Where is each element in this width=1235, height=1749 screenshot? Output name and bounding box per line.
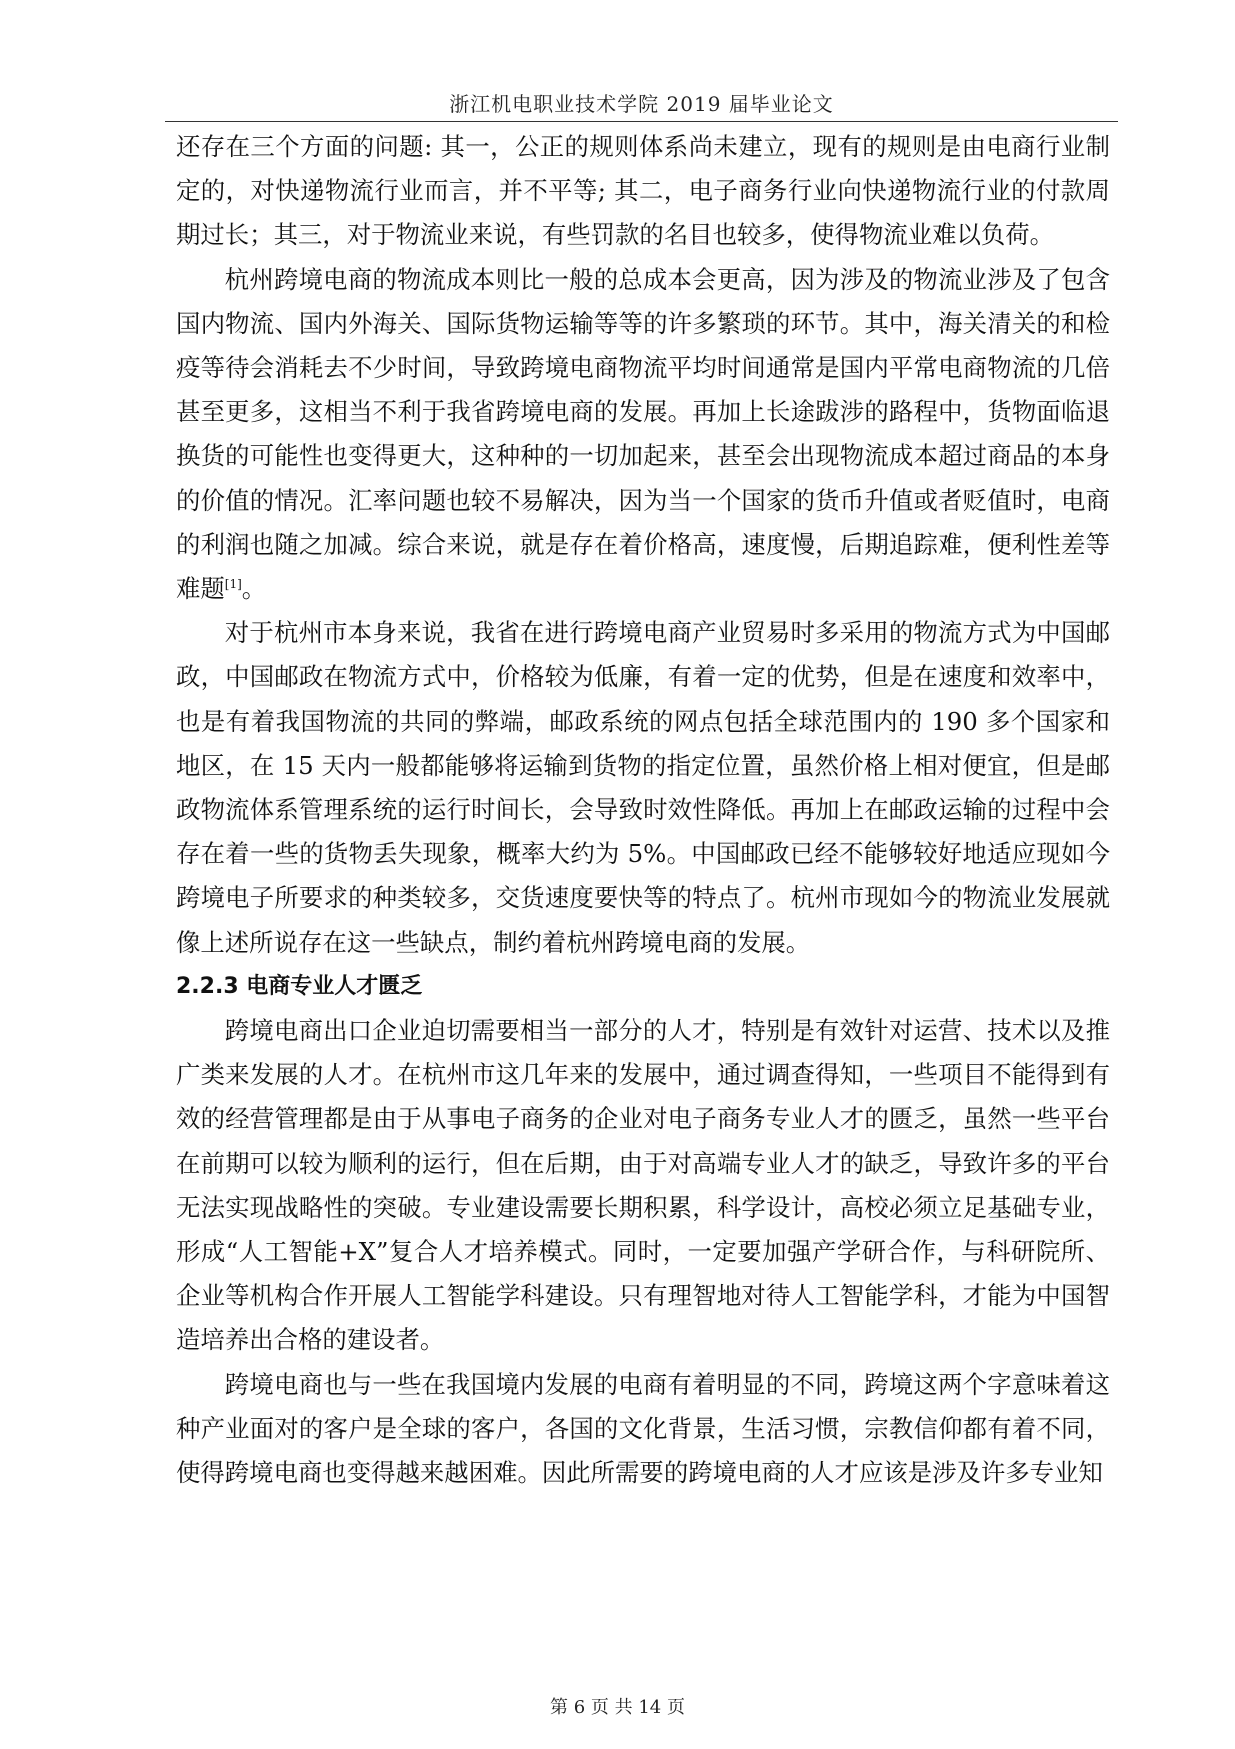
paragraph-china-post: 对于杭州市本身来说，我省在进行跨境电商产业贸易时多采用的物流方式为中国邮政，中国邮政在物流方式中，价格较为低廉，有着一定的优势，但是在速度和效率中，也是有着我国物流的共同的弊端，邮政系统的网点包括全球范围内的 190 多个国家和地区，在 15 天内一般都能够将运输到货物的指定位置，虽然价格上相对便宜，但是邮政物流体系管理系统的运行时间长，会导致时效性降低。再加上在邮政运输的过程中会存在着一些的货物丢失现象，概率大约为 5%。中国邮政已经不能够较好地适应现如今跨境电子所要求的种类较多，交货速度要快等的特点了。杭州市现如今的物流业发展就像上述所说存在这一些缺点，制约着杭州跨境电商的发展。: [176, 618, 1110, 957]
paragraph-talent-shortage: 跨境电商出口企业迫切需要相当一部分的人才，特别是有效针对运营、技术以及推广类来发展的人才。在杭州市这几年来的发展中，通过调查得知，一些项目不能得到有效的经营管理都是由于从事电子商务的企业对电子商务专业人才的匮乏，虽然一些平台在前期可以较为顺利的运行，但在后期，由于对高端专业人才的缺乏，导致许多的平台无法实现战略性的突破。专业建设需要长期积累，科学设计，高校必须立足基础专业，形成“人工智能+X”复合人才培养模式。同时，一定要加强产学研合作，与科研院所、企业等机构合作开展人工智能学科建设。只有理智地对待人工智能学科，才能为中国智造培养出合格的建设者。: [176, 1016, 1110, 1355]
page-header: 浙江机电职业技术学院 2019 届毕业论文: [449, 92, 834, 116]
header-divider: [165, 121, 1118, 122]
paragraph-logistics-cost-end: 。: [241, 574, 267, 604]
document-body: [176, 125, 1110, 1495]
citation-ref: [1]: [224, 576, 242, 591]
section-heading: 2.2.3 电商专业人才匮乏: [176, 973, 423, 999]
paragraph-logistics-cost: [176, 258, 1110, 612]
page-number: 第 6 页 共 14 页: [550, 1697, 685, 1718]
paragraph-cross-border-difference: 跨境电商也与一些在我国境内发展的电商有着明显的不同，跨境这两个字意味着这种产业面对的客户是全球的客户，各国的文化背景，生活习惯，宗教信仰都有着不同，使得跨境电商也变得越来越困难。因此所需要的跨境电商的人才应该是涉及许多专业知: [176, 1369, 1110, 1488]
paragraph-logistics-cost-text: 杭州跨境电商的物流成本则比一般的总成本会更高，因为涉及的物流业涉及了包含国内物流、国内外海关、国际货物运输等等的许多繁琐的环节。其中，海关清关的和检疫等待会消耗去不少时间，导致跨境电商物流平均时间通常是国内平常电商物流的几倍甚至更多，这相当不利于我省跨境电商的发展。再加上长途跋涉的路程中，货物面临退换货的可能性也变得更大，这种种的一切加起来，甚至会出现物流成本超过商品的本身的价值的情况。汇率问题也较不易解决，因为当一个国家的货币升值或者贬值时，电商的利润也随之加减。综合来说，就是存在着价格高，速度慢，后期追踪难，便利性差等难题: [176, 264, 1110, 604]
paragraph-continuation: 还存在三个方面的问题: 其一，公正的规则体系尚未建立，现有的规则是由电商行业制定的，对快递物流行业而言，并不平等; 其二，电子商务行业向快递物流行业的付款周期过长；其三，对于物流业来说，有些罚款的名目也较多，使得物流业难以负荷。: [176, 132, 1110, 250]
